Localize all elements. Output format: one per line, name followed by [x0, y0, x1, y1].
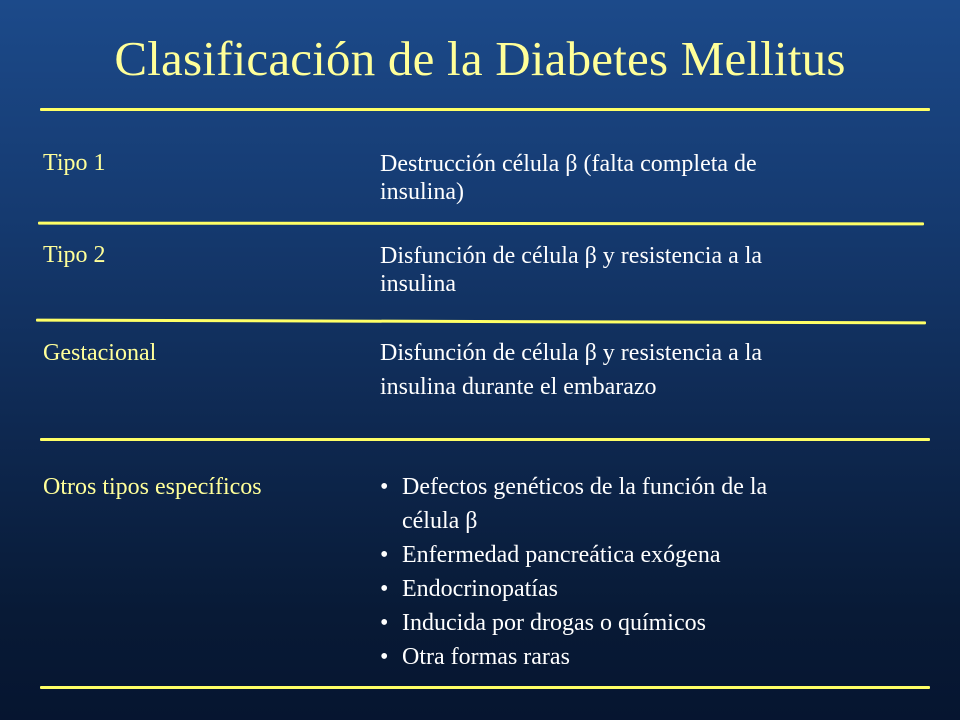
row-label-otros: Otros tipos específicos: [43, 474, 262, 500]
bullet-icon: •: [380, 542, 389, 568]
divider-top: [40, 108, 930, 111]
bullet-item: [380, 640, 920, 674]
bullet-item: [380, 538, 920, 572]
divider-1: [38, 222, 924, 226]
bullet-text-line: Otra formas raras: [402, 644, 570, 670]
slide-title: Clasificación de la Diabetes Mellitus: [114, 31, 846, 86]
divider-bottom: [40, 686, 930, 689]
bullet-text-line: Endocrinopatías: [402, 576, 558, 602]
row-label-tipo-2: Tipo 2: [43, 242, 106, 268]
divider-3: [40, 438, 930, 441]
row-description-line: insulina durante el embarazo: [380, 374, 657, 400]
row-description-line: Disfunción de célula β y resistencia a la: [380, 243, 763, 269]
row-label-gestacional: Gestacional: [43, 340, 157, 366]
bullet-icon: •: [380, 576, 389, 602]
bullet-text-line: Enfermedad pancreática exógena: [402, 542, 721, 568]
bullet-list-otros: [380, 470, 920, 674]
bullet-item: [380, 572, 920, 606]
row-description-line: Destrucción célula β (falta completa de: [380, 151, 757, 177]
row-description-line: insulina: [380, 271, 456, 297]
row-label-tipo-1: Tipo 1: [43, 150, 106, 176]
bullet-text-line: Inducida por drogas o químicos: [402, 610, 706, 636]
bullet-icon: •: [380, 610, 389, 636]
divider-2: [36, 319, 926, 325]
row-description-gestacional: [380, 336, 910, 404]
bullet-item: [380, 470, 920, 538]
row-description-line: Disfunción de célula β y resistencia a la: [380, 340, 763, 366]
bullet-text-line: Defectos genéticos de la función de la: [402, 474, 768, 500]
row-description-line: insulina): [380, 179, 464, 205]
bullet-icon: •: [380, 644, 389, 670]
bullet-item: [380, 606, 920, 640]
row-description-tipo-1: [380, 150, 910, 206]
bullet-icon: •: [380, 474, 389, 500]
bullet-text-line: célula β: [402, 508, 478, 534]
row-description-tipo-2: [380, 242, 910, 298]
